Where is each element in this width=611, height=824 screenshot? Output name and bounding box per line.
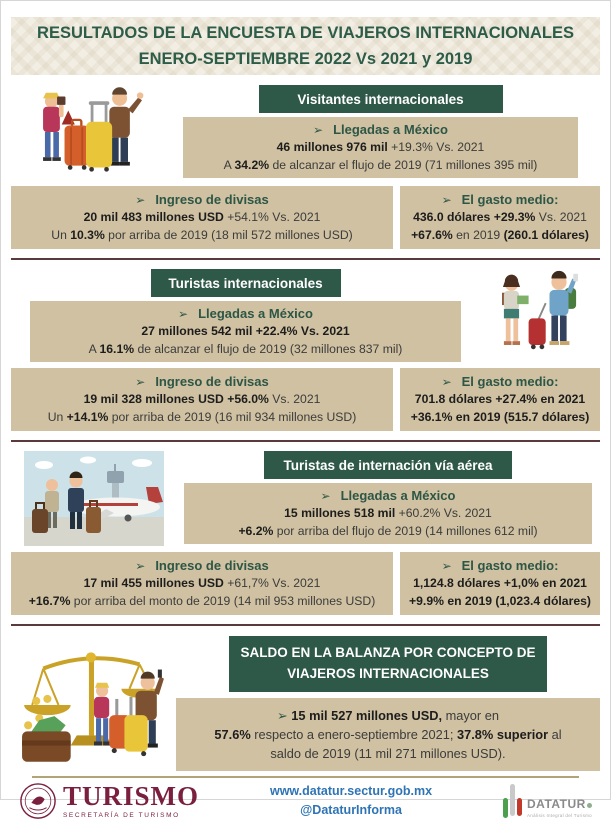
divisas-box-via-aerea [11, 552, 393, 615]
balance-scale-travelers-illustration [11, 636, 176, 771]
llegadas-box-visitantes [183, 117, 578, 178]
divisas-line-2: Un +14.1% por arriba de 2019 (16 mil 934 millones USD) [47, 409, 357, 424]
llegadas-title: ➢ Llegadas a México [313, 122, 448, 137]
llegadas-box-via-aerea [184, 483, 591, 544]
gasto-title: ➢ El gasto medio: [441, 192, 559, 207]
section-via-aerea [11, 451, 600, 546]
gasto-line-2: +9.9% en 2019 (1,023.4 dólares) [409, 593, 591, 608]
llegadas-line-2: +6.2% por arriba del flujo de 2019 (14 millones 612 mil) [238, 523, 538, 538]
gasto-title: ➢ El gasto medio: [441, 558, 559, 573]
gasto-line-1: 701.8 dólares +27.4% en 2021 [414, 392, 586, 406]
llegadas-line-1: 15 millones 518 mil +60.2% Vs. 2021 [284, 506, 492, 520]
saldo-line-1: ➢ 15 mil 527 millones USD, mayor en [277, 708, 499, 723]
divisas-box-visitantes [11, 186, 393, 249]
footer-handle-link[interactable]: @DataturInforma [300, 803, 402, 817]
footer-url-link[interactable]: www.datatur.sectur.gob.mx [269, 784, 433, 799]
llegadas-line-1: 46 millones 976 mil +19.3% Vs. 2021 [276, 140, 485, 154]
title-line-1: RESULTADOS DE LA ENCUESTA DE VIAJEROS INTERNACIONALES [37, 23, 574, 42]
gasto-line-1: 1,124.8 dólares +1,0% en 2021 [413, 576, 587, 590]
government-seal-icon [19, 782, 57, 820]
saldo-line-3: saldo de 2019 (11 mil 271 millones USD). [270, 746, 506, 761]
travelers-illustration-svg [16, 85, 156, 179]
divisas-line-1: 20 mil 483 millones USD +54.1% Vs. 2021 [83, 210, 321, 224]
saldo-line-2: 57.6% respecto a enero-septiembre 2021; 37.8% superior al [214, 727, 562, 742]
gasto-box-via-aerea [400, 552, 600, 615]
llegadas-line-2: A 16.1% de alcanzar el flujo de 2019 (32 millones 837 mil) [88, 341, 403, 356]
gasto-line-1: 436.0 dólares +29.3% Vs. 2021 [413, 210, 587, 224]
gasto-box-turistas [400, 368, 600, 431]
section-visitantes [11, 85, 600, 179]
divisas-line-2: +16.7% por arriba del monto de 2019 (14 mil 953 millones USD) [28, 593, 376, 608]
section-header-via-aerea: Turistas de internación vía aérea [264, 451, 512, 479]
arrow-bullet-icon: ➢ [320, 489, 331, 503]
gasto-box-visitantes [400, 186, 600, 249]
section-header-visitantes: Visitantes internacionales [259, 85, 503, 113]
divisas-line-1: 19 mil 328 millones USD +56.0% Vs. 2021 [83, 392, 321, 406]
section-divider [11, 258, 600, 260]
saldo-header-line-2: VIAJEROS INTERNACIONALES [287, 666, 489, 681]
datatur-logo [503, 784, 592, 818]
footer-links [270, 782, 432, 820]
arrow-bullet-icon: ➢ [178, 307, 189, 321]
datatur-dot-icon [587, 803, 592, 808]
divisas-title: ➢ Ingreso de divisas [135, 558, 269, 573]
datatur-tagline: Análisis Integral del Turismo [527, 813, 592, 818]
airport-travelers-illustration [11, 451, 176, 546]
datatur-bars-icon [503, 784, 523, 818]
title-banner [11, 17, 600, 75]
section-header-turistas: Turistas internacionales [151, 269, 341, 297]
section-header-saldo [229, 636, 547, 692]
divisas-title: ➢ Ingreso de divisas [135, 374, 269, 389]
turismo-logo [19, 782, 199, 820]
travelers-with-luggage-illustration [11, 85, 161, 179]
footer [11, 778, 600, 824]
arrow-bullet-icon: ➢ [441, 559, 452, 573]
section-turistas-stats-row [11, 368, 600, 431]
divisas-box-turistas [11, 368, 393, 431]
org-name: TURISMO [63, 781, 200, 811]
llegadas-line-2: A 34.2% de alcanzar el flujo de 2019 (71 millones 395 mil) [223, 157, 538, 172]
saldo-header-line-1: SALDO EN LA BALANZA POR CONCEPTO DE [240, 645, 536, 661]
backpackers-illustration-svg [483, 270, 597, 362]
divisas-line-1: 17 mil 455 millones USD +61,7% Vs. 2021 [83, 576, 321, 590]
arrow-bullet-icon: ➢ [135, 559, 146, 573]
title-line-2: ENERO-SEPTIEMBRE 2022 Vs 2021 y 2019 [138, 50, 473, 68]
airport-illustration-svg [24, 451, 164, 546]
llegadas-line-1: 27 millones 542 mil +22.4% Vs. 2021 [141, 324, 350, 338]
divisas-line-2: Un 10.3% por arriba de 2019 (18 mil 572 millones USD) [51, 227, 353, 242]
gasto-title: ➢ El gasto medio: [441, 374, 559, 389]
divisas-title: ➢ Ingreso de divisas [135, 192, 269, 207]
balance-illustration-svg [18, 642, 170, 766]
gasto-line-2: +36.1% en 2019 (515.7 dólares) [410, 409, 590, 424]
arrow-bullet-icon: ➢ [441, 375, 452, 389]
section-turistas [11, 269, 600, 362]
org-subtitle: SECRETARÍA DE TURISMO [63, 812, 180, 819]
arrow-bullet-icon: ➢ [441, 193, 452, 207]
backpackers-illustration [480, 269, 600, 362]
section-saldo [11, 636, 600, 771]
arrow-bullet-icon: ➢ [135, 375, 146, 389]
saldo-box [176, 698, 600, 771]
llegadas-title: ➢ Llegadas a México [178, 306, 313, 321]
arrow-bullet-icon: ➢ [313, 123, 324, 137]
datatur-wordmark: DATATUR [527, 797, 586, 811]
llegadas-box-turistas [30, 301, 461, 362]
section-divider [11, 440, 600, 442]
section-divider [11, 624, 600, 626]
arrow-bullet-icon: ➢ [135, 193, 146, 207]
section-via-aerea-stats-row [11, 552, 600, 615]
section-visitantes-stats-row [11, 186, 600, 249]
llegadas-title: ➢ Llegadas a México [320, 488, 456, 503]
gasto-line-2: +67.6% en 2019 (260.1 dólares) [411, 227, 589, 242]
